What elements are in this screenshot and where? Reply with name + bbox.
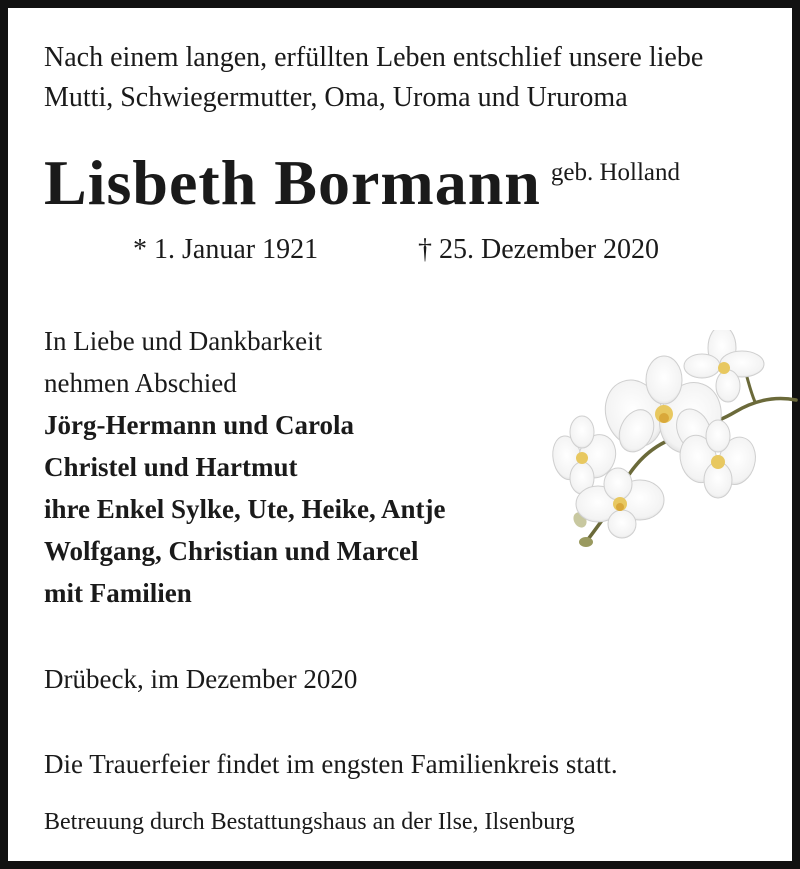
orchid-icon <box>550 330 800 552</box>
place-date: Drübeck, im Dezember 2020 <box>44 664 358 694</box>
mourner-name: mit Familien <box>44 578 192 608</box>
mourners-line-2: nehmen Abschied <box>44 368 237 398</box>
mourner-name: Wolfgang, Christian und Marcel <box>44 536 419 566</box>
mourners-block <box>44 320 564 614</box>
mourner-name: Jörg-Hermann und Carola <box>44 410 355 440</box>
mourner-name: ihre Enkel Sylke, Ute, Heike, Antje <box>44 494 446 524</box>
deceased-name: Lisbeth Bormann <box>44 147 541 218</box>
death-date: † 25. Dezember 2020 <box>418 234 660 265</box>
funeral-note: Die Trauerfeier findet im engsten Familienkreis statt. <box>44 749 618 779</box>
intro-line-1: Nach einem langen, erfüllten Leben entschlief unsere liebe <box>44 42 704 73</box>
mourners-line-1: In Liebe und Dankbarkeit <box>44 326 323 356</box>
undertaker-note: Betreuung durch Bestattungshaus an der Ilse, Ilsenburg <box>44 809 575 835</box>
birth-date: * 1. Januar 1921 <box>133 234 319 265</box>
intro-text <box>44 38 784 118</box>
maiden-name: geb. Holland <box>550 159 681 186</box>
intro-line-2: Mutti, Schwiegermutter, Oma, Uroma und Ururoma <box>44 82 628 113</box>
mourner-name: Christel und Hartmut <box>44 452 298 482</box>
name-line <box>44 146 784 220</box>
